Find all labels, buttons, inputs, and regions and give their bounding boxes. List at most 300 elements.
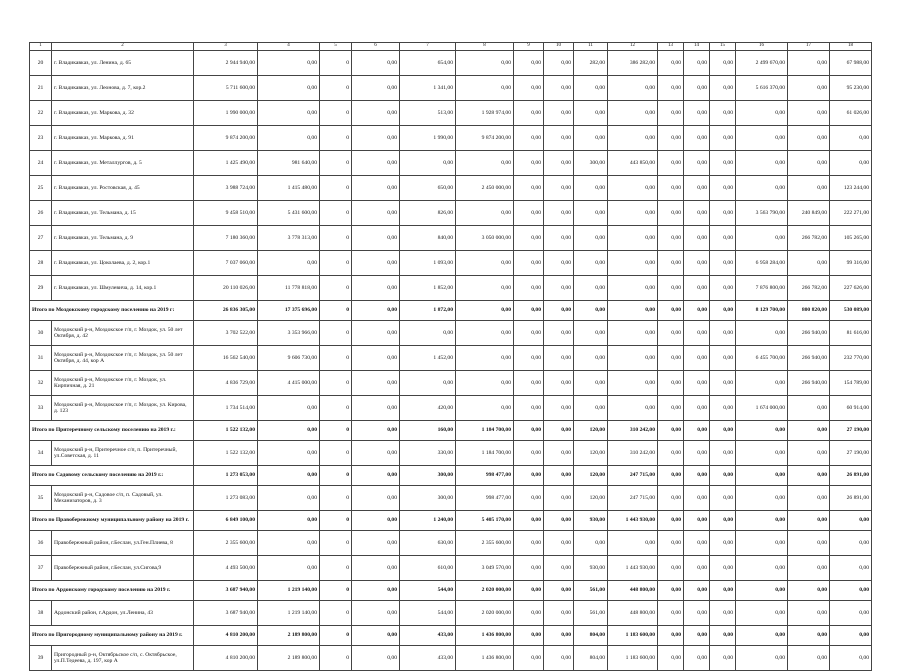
value-cell: 0,00 — [456, 276, 514, 301]
value-cell: 0,00 — [788, 151, 830, 176]
value-cell: 0 — [320, 321, 352, 346]
value-cell: 3 687 940,00 — [194, 601, 258, 626]
value-cell: 1 183 600,00 — [608, 646, 658, 671]
value-cell: 0,00 — [544, 101, 574, 126]
value-cell: 0,00 — [830, 531, 872, 556]
value-cell: 9 874 200,00 — [456, 126, 514, 151]
value-cell: 443 850,00 — [608, 151, 658, 176]
value-cell: 0,00 — [544, 126, 574, 151]
value-cell: 0,00 — [352, 276, 400, 301]
value-cell: 0,00 — [684, 151, 710, 176]
value-cell: 0,00 — [544, 226, 574, 251]
value-cell: 3 687 940,00 — [194, 581, 258, 601]
value-cell: 1 990 000,00 — [194, 101, 258, 126]
subtotal-label: Итого по Притеречному сельскому поселению на 2019 г.: — [30, 421, 194, 441]
value-cell: 7 876 800,00 — [736, 276, 788, 301]
row-number: 30 — [30, 321, 52, 346]
address-cell: Моздокский р-н, Притеречное с/п, п. Притеречный, ул.Советская, д. 11 — [52, 441, 194, 466]
value-cell: 2 450 000,00 — [456, 176, 514, 201]
column-number-10: 10 — [544, 43, 574, 51]
value-cell: 0,00 — [400, 151, 456, 176]
value-cell: 0 — [320, 301, 352, 321]
value-cell: 0,00 — [514, 126, 544, 151]
value-cell: 0,00 — [456, 251, 514, 276]
value-cell: 0,00 — [258, 556, 320, 581]
value-cell: 0,00 — [574, 176, 608, 201]
value-cell: 1 436 800,00 — [456, 626, 514, 646]
value-cell: 0,00 — [574, 346, 608, 371]
value-cell: 0,00 — [658, 556, 684, 581]
value-cell: 0 — [320, 276, 352, 301]
value-cell: 0,00 — [788, 556, 830, 581]
value-cell: 0,00 — [684, 556, 710, 581]
value-cell: 0 — [320, 421, 352, 441]
table-row — [30, 226, 872, 251]
column-number-11: 11 — [574, 43, 608, 51]
address-cell: Моздокский р-н, Моздокское г/п, г. Моздок, ул. Кирпичная, д. 21 — [52, 371, 194, 396]
value-cell: 6 958 284,00 — [736, 251, 788, 276]
value-cell: 0,00 — [658, 301, 684, 321]
value-cell: 27 190,00 — [830, 441, 872, 466]
value-cell: 0,00 — [684, 441, 710, 466]
value-cell: 1 093,00 — [400, 251, 456, 276]
address-cell: Правобережный район, г.Беслан, ул.Ген.Плиева, 8 — [52, 531, 194, 556]
address-cell: г. Владикавказ, ул. Шмулевича, д. 14, кор.1 — [52, 276, 194, 301]
value-cell: 300,00 — [400, 486, 456, 511]
row-number: 34 — [30, 441, 52, 466]
value-cell: 0,00 — [352, 531, 400, 556]
subtotal-row — [30, 301, 872, 321]
value-cell: 282,00 — [574, 51, 608, 76]
subtotal-label: Итого по Правобережному муниципальному району на 2019 г. — [30, 511, 194, 531]
address-cell: г. Владикавказ, ул. Тельмана, д. 15 — [52, 201, 194, 226]
row-number: 31 — [30, 346, 52, 371]
value-cell: 0,00 — [352, 251, 400, 276]
value-cell: 0,00 — [684, 176, 710, 201]
value-cell: 0,00 — [544, 626, 574, 646]
value-cell: 0,00 — [544, 251, 574, 276]
value-cell: 0,00 — [544, 51, 574, 76]
address-cell: г. Владикавказ, ул. Маркова, д. 32 — [52, 101, 194, 126]
table-row — [30, 601, 872, 626]
value-cell: 0 — [320, 226, 352, 251]
row-number: 33 — [30, 396, 52, 421]
value-cell: 7 037 060,00 — [194, 251, 258, 276]
value-cell: 0,00 — [684, 601, 710, 626]
value-cell: 154 789,00 — [830, 371, 872, 396]
value-cell: 0,00 — [710, 556, 736, 581]
value-cell: 5 711 600,00 — [194, 76, 258, 101]
value-cell: 0,00 — [514, 396, 544, 421]
value-cell: 0,00 — [574, 101, 608, 126]
value-cell: 0,00 — [352, 486, 400, 511]
value-cell: 1 990,00 — [400, 126, 456, 151]
value-cell: 0,00 — [352, 396, 400, 421]
value-cell: 981 640,00 — [258, 151, 320, 176]
value-cell: 240 849,00 — [788, 201, 830, 226]
value-cell: 0,00 — [658, 346, 684, 371]
value-cell: 0,00 — [710, 441, 736, 466]
value-cell: 0,00 — [710, 251, 736, 276]
value-cell: 0,00 — [684, 226, 710, 251]
table-row — [30, 151, 872, 176]
value-cell: 0,00 — [574, 531, 608, 556]
value-cell: 0,00 — [684, 76, 710, 101]
value-cell: 0,00 — [514, 466, 544, 486]
value-cell: 3 988 724,00 — [194, 176, 258, 201]
value-cell: 448 800,00 — [608, 581, 658, 601]
value-cell: 0,00 — [514, 441, 544, 466]
value-cell: 0 — [320, 201, 352, 226]
value-cell: 1 436 800,00 — [456, 646, 514, 671]
value-cell: 0,00 — [830, 556, 872, 581]
value-cell: 0,00 — [710, 101, 736, 126]
value-cell: 0 — [320, 581, 352, 601]
value-cell: 0,00 — [352, 176, 400, 201]
value-cell: 0,00 — [710, 321, 736, 346]
value-cell: 0,00 — [658, 251, 684, 276]
value-cell: 99 316,00 — [830, 251, 872, 276]
value-cell: 2 944 940,00 — [194, 51, 258, 76]
value-cell: 0,00 — [736, 486, 788, 511]
value-cell: 247 715,00 — [608, 466, 658, 486]
value-cell: 0,00 — [608, 301, 658, 321]
value-cell: 0,00 — [736, 646, 788, 671]
value-cell: 0,00 — [788, 251, 830, 276]
value-cell: 0,00 — [514, 76, 544, 101]
value-cell: 11 778 818,00 — [258, 276, 320, 301]
value-cell: 433,00 — [400, 646, 456, 671]
address-cell: Ардонский район, г.Ардон, ул.Ленина, 43 — [52, 601, 194, 626]
value-cell: 0,00 — [684, 201, 710, 226]
value-cell: 0,00 — [544, 276, 574, 301]
value-cell: 0,00 — [788, 511, 830, 531]
row-number: 37 — [30, 556, 52, 581]
register-table — [29, 42, 872, 671]
value-cell: 0,00 — [710, 421, 736, 441]
value-cell: 6 455 700,00 — [736, 346, 788, 371]
value-cell: 0,00 — [608, 371, 658, 396]
value-cell: 0,00 — [574, 301, 608, 321]
value-cell: 300,00 — [400, 466, 456, 486]
value-cell: 0,00 — [544, 466, 574, 486]
table-row — [30, 646, 872, 671]
value-cell: 0,00 — [658, 226, 684, 251]
value-cell: 300,00 — [574, 151, 608, 176]
value-cell: 930,00 — [574, 511, 608, 531]
value-cell: 0,00 — [710, 601, 736, 626]
value-cell: 0,00 — [684, 486, 710, 511]
register-sheet — [29, 42, 871, 671]
value-cell: 0,00 — [352, 371, 400, 396]
value-cell: 0 — [320, 511, 352, 531]
table-row — [30, 486, 872, 511]
value-cell: 0 — [320, 371, 352, 396]
value-cell: 0,00 — [352, 511, 400, 531]
table-row — [30, 101, 872, 126]
value-cell: 0,00 — [574, 251, 608, 276]
value-cell: 0,00 — [684, 531, 710, 556]
value-cell: 0,00 — [710, 346, 736, 371]
column-number-12: 12 — [608, 43, 658, 51]
value-cell: 0,00 — [710, 76, 736, 101]
value-cell: 800 820,00 — [788, 301, 830, 321]
subtotal-row — [30, 511, 872, 531]
value-cell: 804,00 — [574, 646, 608, 671]
value-cell: 0,00 — [684, 126, 710, 151]
row-number: 26 — [30, 201, 52, 226]
value-cell: 0,00 — [574, 201, 608, 226]
value-cell: 1 425 490,00 — [194, 151, 258, 176]
row-number: 39 — [30, 646, 52, 671]
value-cell: 120,00 — [574, 441, 608, 466]
value-cell: 17 375 696,00 — [258, 301, 320, 321]
value-cell: 1 852,00 — [400, 276, 456, 301]
value-cell: 0,00 — [544, 486, 574, 511]
value-cell: 0,00 — [684, 511, 710, 531]
value-cell: 0,00 — [574, 321, 608, 346]
value-cell: 0 — [320, 126, 352, 151]
address-cell: Моздокский р-н, Садовое с/п, п. Садовый, ул. Механизаторов, д. 3 — [52, 486, 194, 511]
value-cell: 0,00 — [684, 396, 710, 421]
value-cell: 0,00 — [258, 126, 320, 151]
address-cell: г. Владикавказ, ул. Металлургов, д. 5 — [52, 151, 194, 176]
value-cell: 0,00 — [574, 226, 608, 251]
value-cell: 0,00 — [514, 51, 544, 76]
value-cell: 0,00 — [574, 371, 608, 396]
value-cell: 0,00 — [544, 201, 574, 226]
value-cell: 0 — [320, 441, 352, 466]
value-cell: 0,00 — [456, 76, 514, 101]
value-cell: 0,00 — [258, 51, 320, 76]
table-row — [30, 556, 872, 581]
value-cell: 0,00 — [658, 126, 684, 151]
value-cell: 0,00 — [514, 226, 544, 251]
value-cell: 0,00 — [608, 531, 658, 556]
row-number: 21 — [30, 76, 52, 101]
value-cell: 0,00 — [830, 511, 872, 531]
value-cell: 0,00 — [456, 321, 514, 346]
value-cell: 0,00 — [258, 511, 320, 531]
value-cell: 0,00 — [352, 126, 400, 151]
value-cell: 0,00 — [544, 531, 574, 556]
value-cell: 0,00 — [710, 276, 736, 301]
value-cell: 0,00 — [788, 76, 830, 101]
value-cell: 310 242,00 — [608, 421, 658, 441]
value-cell: 1 452,00 — [400, 346, 456, 371]
row-number: 24 — [30, 151, 52, 176]
value-cell: 0,00 — [258, 531, 320, 556]
value-cell: 930,00 — [574, 556, 608, 581]
value-cell: 0,00 — [658, 276, 684, 301]
value-cell: 0,00 — [544, 556, 574, 581]
value-cell: 0,00 — [456, 301, 514, 321]
value-cell: 0 — [320, 556, 352, 581]
value-cell: 0,00 — [788, 531, 830, 556]
value-cell: 0 — [320, 176, 352, 201]
value-cell: 0 — [320, 486, 352, 511]
value-cell: 1 240,00 — [400, 511, 456, 531]
value-cell: 1 219 140,00 — [258, 601, 320, 626]
value-cell: 0,00 — [514, 301, 544, 321]
subtotal-label: Итого по Моздокскому городскому поселению на 2019 г: — [30, 301, 194, 321]
value-cell: 6 849 100,00 — [194, 511, 258, 531]
value-cell: 0,00 — [608, 126, 658, 151]
value-cell: 0,00 — [608, 201, 658, 226]
value-cell: 0,00 — [684, 466, 710, 486]
value-cell: 0,00 — [258, 396, 320, 421]
value-cell: 95 230,00 — [830, 76, 872, 101]
value-cell: 2 189 800,00 — [258, 626, 320, 646]
subtotal-label: Итого по Ардонскому городскому поселению на 2019 г. — [30, 581, 194, 601]
value-cell: 0,00 — [684, 646, 710, 671]
value-cell: 0,00 — [684, 421, 710, 441]
value-cell: 0,00 — [684, 321, 710, 346]
value-cell: 2 020 000,00 — [456, 581, 514, 601]
value-cell: 5 431 600,00 — [258, 201, 320, 226]
value-cell: 0,00 — [514, 531, 544, 556]
value-cell: 26 836 305,00 — [194, 301, 258, 321]
value-cell: 0,00 — [658, 601, 684, 626]
value-cell: 0,00 — [710, 581, 736, 601]
subtotal-row — [30, 421, 872, 441]
value-cell: 0,00 — [514, 601, 544, 626]
value-cell: 160,00 — [400, 421, 456, 441]
value-cell: 0,00 — [658, 201, 684, 226]
value-cell: 232 770,00 — [830, 346, 872, 371]
subtotal-row — [30, 626, 872, 646]
table-row — [30, 51, 872, 76]
column-number-5: 5 — [320, 43, 352, 51]
row-number: 28 — [30, 251, 52, 276]
value-cell: 1 273 083,00 — [194, 486, 258, 511]
value-cell: 0,00 — [736, 151, 788, 176]
value-cell: 0,00 — [608, 251, 658, 276]
value-cell: 0,00 — [514, 556, 544, 581]
value-cell: 0,00 — [608, 396, 658, 421]
value-cell: 0,00 — [736, 371, 788, 396]
value-cell: 0,00 — [608, 321, 658, 346]
value-cell: 0,00 — [788, 421, 830, 441]
value-cell: 27 190,00 — [830, 421, 872, 441]
value-cell: 998 477,00 — [456, 466, 514, 486]
value-cell: 544,00 — [400, 601, 456, 626]
column-number-1: 1 — [30, 43, 52, 51]
value-cell: 0,00 — [514, 276, 544, 301]
value-cell: 16 562 540,00 — [194, 346, 258, 371]
value-cell: 0,00 — [352, 466, 400, 486]
column-number-14: 14 — [684, 43, 710, 51]
value-cell: 0,00 — [788, 176, 830, 201]
value-cell: 120,00 — [574, 486, 608, 511]
address-cell: г. Владикавказ, ул. Леонова, д. 7, кор.2 — [52, 76, 194, 101]
value-cell: 0 — [320, 346, 352, 371]
value-cell: 0,00 — [658, 531, 684, 556]
table-row — [30, 276, 872, 301]
value-cell: 0 — [320, 531, 352, 556]
address-cell: Моздокский р-н, Моздокское г/п, г. Моздок, ул. 50 лет Октября, д. 44, кор А — [52, 346, 194, 371]
address-cell: г. Владикавказ, ул. Ленина, д. 65 — [52, 51, 194, 76]
value-cell: 0,00 — [514, 486, 544, 511]
value-cell: 544,00 — [400, 581, 456, 601]
value-cell: 840,00 — [400, 226, 456, 251]
value-cell: 0,00 — [544, 581, 574, 601]
value-cell: 0,00 — [352, 601, 400, 626]
value-cell: 0,00 — [574, 276, 608, 301]
value-cell: 0,00 — [658, 466, 684, 486]
value-cell: 654,00 — [400, 51, 456, 76]
column-number-13: 13 — [658, 43, 684, 51]
address-cell: Моздокский р-н, Моздокское г/п, г. Моздок, ул. 50 лет Октября, д. 42 — [52, 321, 194, 346]
subtotal-label: Итого по Садовому сельскому поселению на 2019 г.: — [30, 466, 194, 486]
value-cell: 310 242,00 — [608, 441, 658, 466]
address-cell: г. Владикавказ, ул. Ростовская, д. 45 — [52, 176, 194, 201]
value-cell: 0,00 — [710, 646, 736, 671]
subtotal-row — [30, 581, 872, 601]
address-cell: Моздокский р-н, Моздокское г/п, г. Моздок, ул. Кирова, д. 123 — [52, 396, 194, 421]
column-number-4: 4 — [258, 43, 320, 51]
value-cell: 0,00 — [658, 581, 684, 601]
value-cell: 0,00 — [544, 441, 574, 466]
value-cell: 0,00 — [352, 421, 400, 441]
value-cell: 0,00 — [544, 511, 574, 531]
value-cell: 2 355 600,00 — [194, 531, 258, 556]
value-cell: 0,00 — [658, 151, 684, 176]
value-cell: 0,00 — [400, 371, 456, 396]
value-cell: 0,00 — [544, 646, 574, 671]
value-cell: 0,00 — [352, 556, 400, 581]
value-cell: 0,00 — [736, 321, 788, 346]
value-cell: 26 891,00 — [830, 486, 872, 511]
value-cell: 650,00 — [400, 176, 456, 201]
value-cell: 0,00 — [736, 226, 788, 251]
value-cell: 0,00 — [830, 151, 872, 176]
address-cell: г. Владикавказ, ул. Маркова, д. 91 — [52, 126, 194, 151]
value-cell: 0 — [320, 101, 352, 126]
value-cell: 2 020 000,00 — [456, 601, 514, 626]
value-cell: 5 616 370,00 — [736, 76, 788, 101]
value-cell: 433,00 — [400, 626, 456, 646]
value-cell: 0,00 — [736, 126, 788, 151]
value-cell: 1 184 700,00 — [456, 421, 514, 441]
value-cell: 0,00 — [544, 346, 574, 371]
value-cell: 0,00 — [514, 626, 544, 646]
value-cell: 0,00 — [352, 76, 400, 101]
value-cell: 0,00 — [710, 626, 736, 646]
value-cell: 266 782,00 — [788, 226, 830, 251]
value-cell: 513,00 — [400, 101, 456, 126]
value-cell: 1 443 930,00 — [608, 556, 658, 581]
table-row — [30, 531, 872, 556]
value-cell: 0 — [320, 646, 352, 671]
value-cell: 26 891,00 — [830, 466, 872, 486]
value-cell: 0,00 — [456, 201, 514, 226]
value-cell: 0,00 — [684, 101, 710, 126]
value-cell: 0,00 — [258, 421, 320, 441]
column-number-6: 6 — [352, 43, 400, 51]
value-cell: 0,00 — [788, 396, 830, 421]
value-cell: 630,00 — [400, 531, 456, 556]
value-cell: 266 940,00 — [788, 321, 830, 346]
value-cell: 0,00 — [258, 441, 320, 466]
value-cell: 0,00 — [788, 126, 830, 151]
subtotal-label: Итого по Пригородному муниципальному району на 2019 г. — [30, 626, 194, 646]
value-cell: 386 282,00 — [608, 51, 658, 76]
value-cell: 0,00 — [514, 151, 544, 176]
value-cell: 0,00 — [514, 321, 544, 346]
value-cell: 0,00 — [736, 511, 788, 531]
value-cell: 0,00 — [710, 531, 736, 556]
